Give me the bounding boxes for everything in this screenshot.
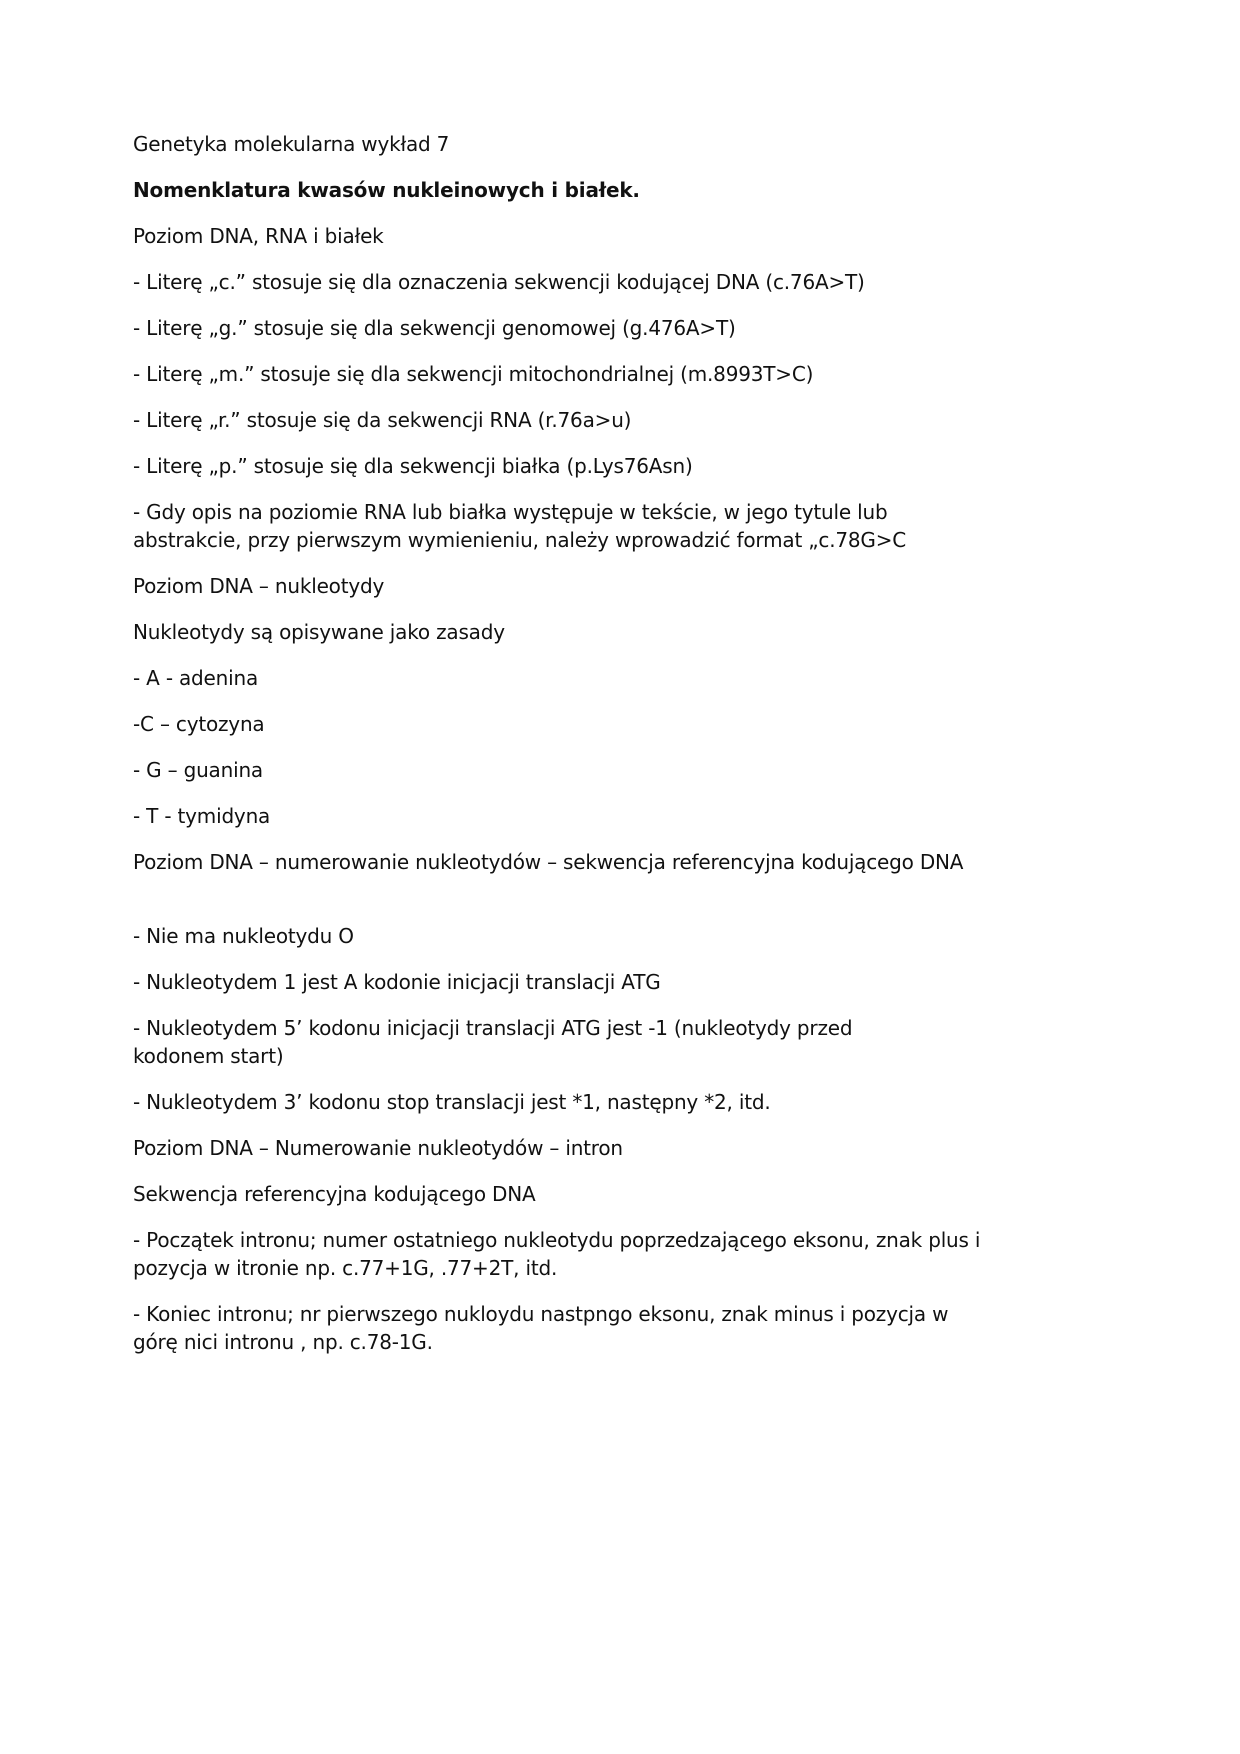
list-item-intron-end: - Koniec intronu; nr pierwszego nukloydu nastpngo eksonu, znak minus i pozycja w górę nici intronu , np. c.78-1G. bbox=[133, 1302, 949, 1354]
list-item-prefix-r: - Literę „r.” stosuje się da sekwencji RNA (r.76a>u) bbox=[133, 408, 632, 432]
list-item-nucleotide-one: - Nukleotydem 1 jest A kodonie inicjacji translacji ATG bbox=[133, 970, 661, 994]
section-heading-levels: Poziom DNA, RNA i białek bbox=[133, 224, 384, 248]
list-item-thymidine: - T - tymidyna bbox=[133, 804, 271, 828]
document-title: Genetyka molekularna wykład 7 bbox=[133, 132, 450, 156]
document-subtitle: Nomenklatura kwasów nukleinowych i białek. bbox=[133, 178, 640, 202]
paragraph-bases-description: Nukleotydy są opisywane jako zasady bbox=[133, 620, 505, 644]
list-item-prefix-c: - Literę „c.” stosuje się dla oznaczenia sekwencji kodującej DNA (c.76A>T) bbox=[133, 270, 865, 294]
section-heading-nucleotides: Poziom DNA – nukleotydy bbox=[133, 574, 385, 598]
section-heading-intron: Poziom DNA – Numerowanie nukleotydów – intron bbox=[133, 1136, 623, 1160]
list-item-intron-start: - Początek intronu; numer ostatniego nukleotydu poprzedzającego eksonu, znak plus i pozycja w itronie np. c.77+1G, .77+2T, itd. bbox=[133, 1228, 981, 1280]
list-item-three-prime: - Nukleotydem 3’ kodonu stop translacji jest *1, następny *2, itd. bbox=[133, 1090, 771, 1114]
section-heading-numbering: Poziom DNA – numerowanie nukleotydów – sekwencja referencyjna kodującego DNA bbox=[133, 850, 964, 874]
list-item-five-prime: - Nukleotydem 5’ kodonu inicjacji translacji ATG jest -1 (nukleotydy przed kodonem start) bbox=[133, 1016, 853, 1068]
list-item-cytosine: -C – cytozyna bbox=[133, 712, 265, 736]
list-item-prefix-m: - Literę „m.” stosuje się dla sekwencji mitochondrialnej (m.8993T>C) bbox=[133, 362, 814, 386]
list-item-format-note: - Gdy opis na poziomie RNA lub białka występuje w tekście, w jego tytule lub abstrakcie, przy pierwszym wymienieniu, należy wprowadzić format „c.78G>C bbox=[133, 500, 907, 552]
list-item-adenine: - A - adenina bbox=[133, 666, 259, 690]
list-item-no-zero: - Nie ma nukleotydu O bbox=[133, 924, 354, 948]
list-item-prefix-p: - Literę „p.” stosuje się dla sekwencji białka (p.Lys76Asn) bbox=[133, 454, 693, 478]
list-item-guanine: - G – guanina bbox=[133, 758, 263, 782]
list-item-prefix-g: - Literę „g.” stosuje się dla sekwencji genomowej (g.476A>T) bbox=[133, 316, 736, 340]
paragraph-reference-sequence: Sekwencja referencyjna kodującego DNA bbox=[133, 1182, 536, 1206]
